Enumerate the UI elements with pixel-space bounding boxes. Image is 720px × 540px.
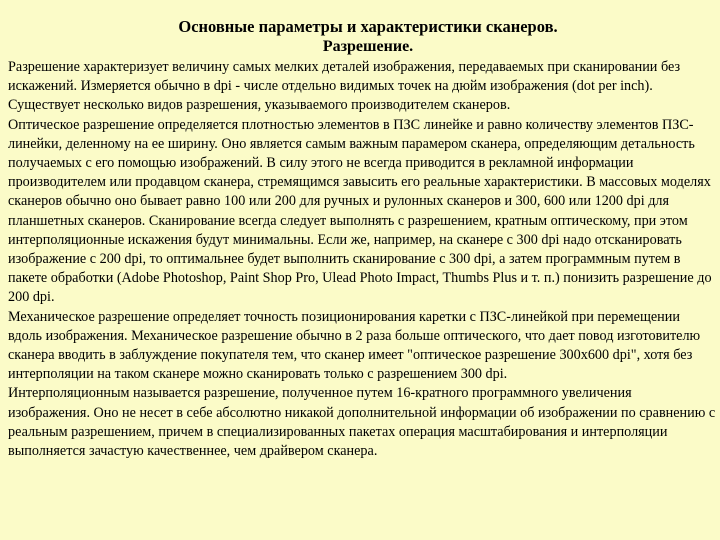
page-title: Основные параметры и характеристики сканеров. bbox=[178, 17, 558, 36]
section-heading: Разрешение. bbox=[322, 38, 414, 55]
paragraph-optical-resolution: Оптическое разрешение определяется плотностью элементов в ПЗС линейке и равно количеству элементов ПЗС-линейки, деленному на ее ширину. Оно является самым важным парамером сканера, определяющим детальность получаемых с его помощью изображений. В силу этого не всегда приводится в рекламной информации производителем или продавцом сканера, стремящимся завысить его реальные характеристики. В массовых моделях сканеров обычно оно бывает равно 100 или 200 для ручных и рулонных сканеров и 300, 600 или 1200 dpi для планшетных сканеров. Сканирование всегда следует выполнять с разрешением, кратным оптическому, при этом интерполяционные искажения будут минимальны. Если же, например, на сканере с 300 dpi надо отсканировать изображение с 200 dpi, то оптимальнее будет выполнить сканирование с 300 dpi, а затем программным путем в пакете обработки (Adobe Photoshop, Paint Shop Pro, Ulead Photo Impact, Thumbs Plus и т. п.) понизить разрешение до 200 dpi. bbox=[8, 116, 712, 306]
body-text bbox=[8, 58, 716, 461]
paragraph-interpolation-resolution: Интерполяционным называется разрешение, полученное путем 16-кратного программного увеличения изображения. Оно не несет в себе абсолютно никакой дополнительной информации об изображении по сравнению с реальным разрешением, причем в специализированных пакетах операция масштабирования и интерполяции выполняется зачастую качественнее, чем драйвером сканера. bbox=[8, 385, 716, 460]
paragraph-mechanical-resolution: Механическое разрешение определяет точность позиционирования каретки с ПЗС-линейкой при перемещении вдоль изображения. Механическое разрешение обычно в 2 раза больше оптического, что дает повод изготовителю сканера вводить в заблуждение покупателя тем, что сканер имеет "оптическое разрешение 300x600 dpi", хотя без интерполяции на таком сканере можно сканировать только с разрешением 300 dpi. bbox=[8, 308, 701, 383]
paragraph-resolution-definition: Разрешение характеризует величину самых мелких деталей изображения, передаваемых при сканировании без искажений. Измеряется обычно в dpi - числе отдельно видимых точек на дюйм изображения (dot per inch). Существует несколько видов разрешения, указываемого производителем сканеров. bbox=[8, 59, 681, 114]
